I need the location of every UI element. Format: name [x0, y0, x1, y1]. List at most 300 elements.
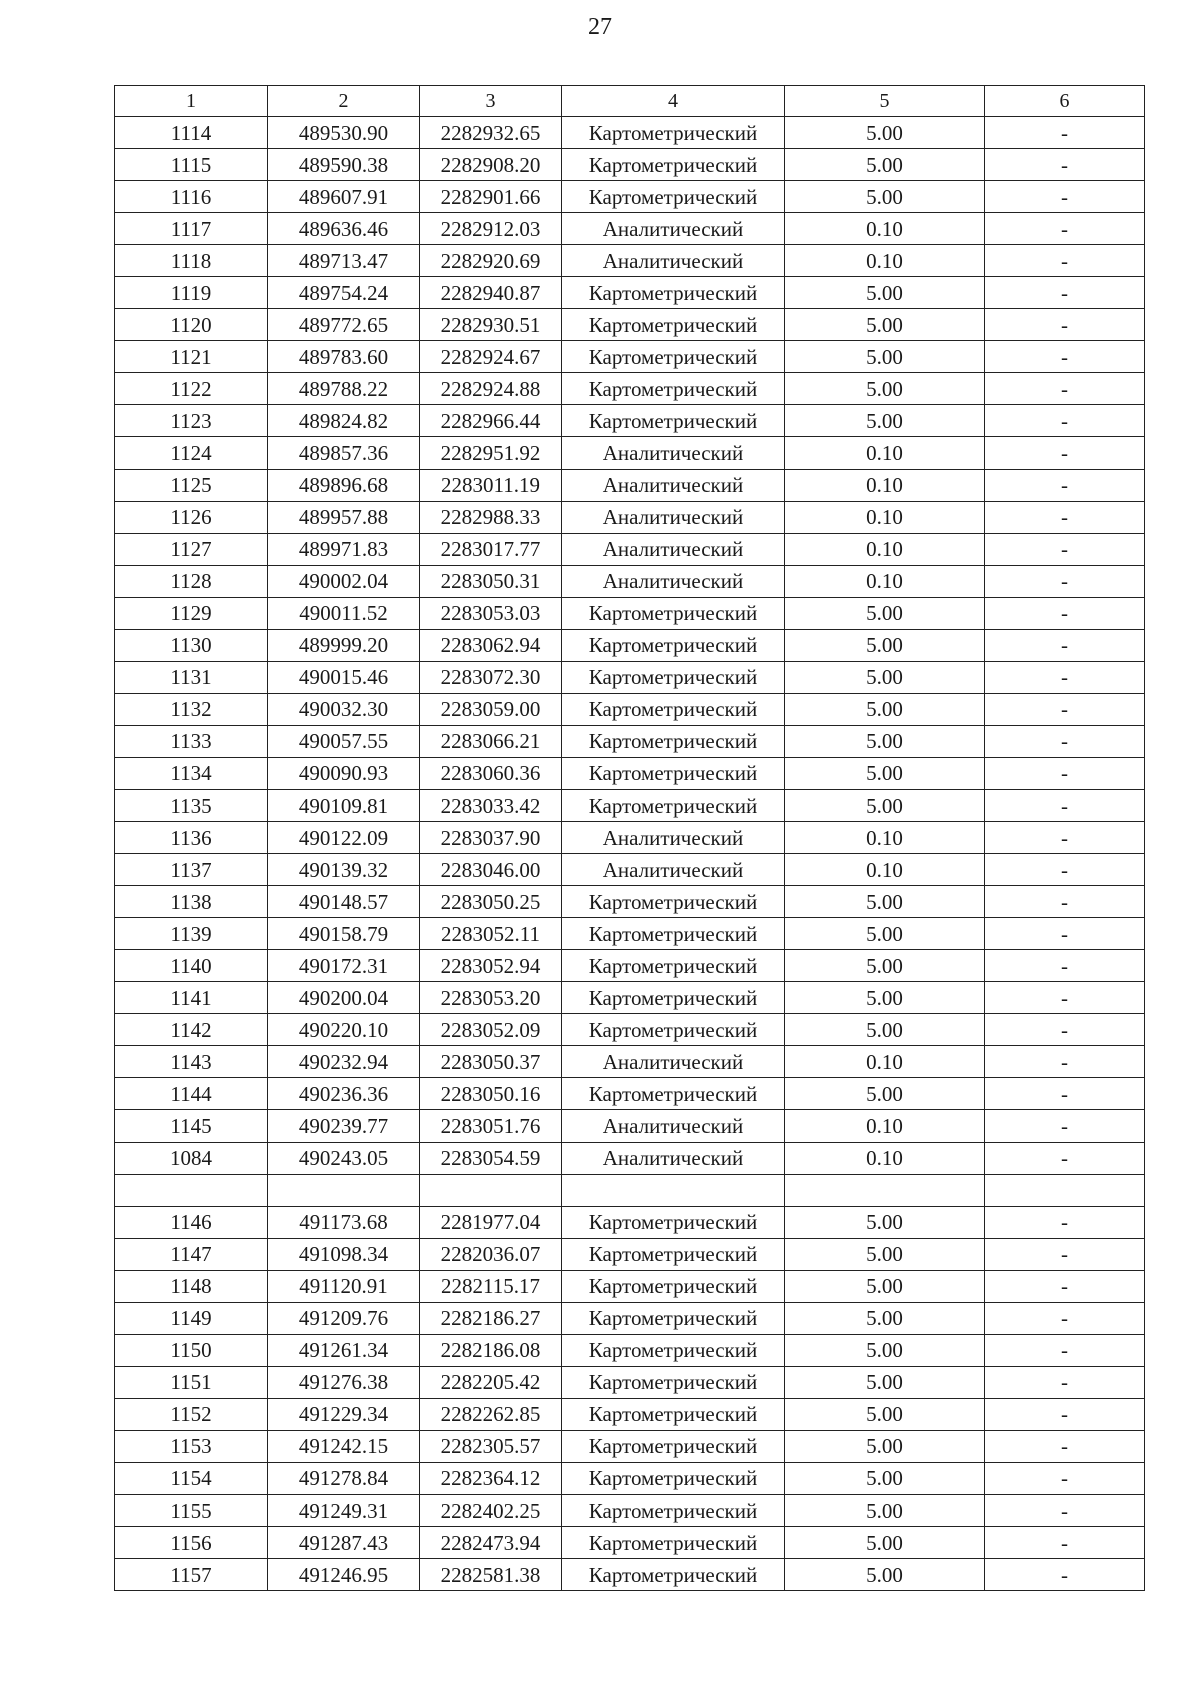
y-coordinate-cell: 2282988.33 — [420, 501, 562, 533]
x-coordinate-cell: 490148.57 — [268, 886, 420, 918]
method-cell: Картометрический — [562, 982, 785, 1014]
point-number-cell: 1152 — [115, 1398, 268, 1430]
accuracy-cell: 5.00 — [785, 1398, 985, 1430]
table-row — [115, 822, 1145, 854]
method-cell: Картометрический — [562, 1334, 785, 1366]
note-cell: - — [985, 757, 1145, 789]
x-coordinate-cell: 489636.46 — [268, 213, 420, 245]
accuracy-cell: 5.00 — [785, 725, 985, 757]
point-number-cell: 1148 — [115, 1270, 268, 1302]
point-number-cell: 1150 — [115, 1334, 268, 1366]
y-coordinate-cell: 2283046.00 — [420, 854, 562, 886]
table-row — [115, 1110, 1145, 1142]
accuracy-cell: 0.10 — [785, 213, 985, 245]
x-coordinate-cell: 490243.05 — [268, 1142, 420, 1174]
x-coordinate-cell: 490090.93 — [268, 757, 420, 789]
x-coordinate-cell: 489857.36 — [268, 437, 420, 469]
x-coordinate-cell: 490015.46 — [268, 661, 420, 693]
y-coordinate-cell: 2283011.19 — [420, 469, 562, 501]
method-cell: Картометрический — [562, 597, 785, 629]
note-cell: - — [985, 1014, 1145, 1046]
note-cell: - — [985, 725, 1145, 757]
x-coordinate-cell: 489713.47 — [268, 245, 420, 277]
table-row — [115, 597, 1145, 629]
y-coordinate-cell: 2283060.36 — [420, 757, 562, 789]
table-row — [115, 341, 1145, 373]
y-coordinate-cell: 2282205.42 — [420, 1366, 562, 1398]
accuracy-cell: 5.00 — [785, 1302, 985, 1334]
y-coordinate-cell: 2282912.03 — [420, 213, 562, 245]
method-cell: Картометрический — [562, 405, 785, 437]
table-row — [115, 1430, 1145, 1462]
table-row — [115, 918, 1145, 950]
table-row — [115, 501, 1145, 533]
note-cell: - — [985, 341, 1145, 373]
note-cell: - — [985, 533, 1145, 565]
table-row — [115, 886, 1145, 918]
note-cell: - — [985, 501, 1145, 533]
accuracy-cell: 5.00 — [785, 661, 985, 693]
accuracy-cell: 5.00 — [785, 629, 985, 661]
point-number-cell: 1126 — [115, 501, 268, 533]
accuracy-cell: 5.00 — [785, 149, 985, 181]
accuracy-cell: 5.00 — [785, 277, 985, 309]
accuracy-cell: 0.10 — [785, 822, 985, 854]
x-coordinate-cell: 490109.81 — [268, 789, 420, 821]
x-coordinate-cell: 490236.36 — [268, 1078, 420, 1110]
point-number-cell: 1135 — [115, 789, 268, 821]
y-coordinate-cell: 2282305.57 — [420, 1430, 562, 1462]
point-number-cell: 1119 — [115, 277, 268, 309]
point-number-cell: 1136 — [115, 822, 268, 854]
accuracy-cell: 5.00 — [785, 597, 985, 629]
accuracy-cell: 5.00 — [785, 1495, 985, 1527]
method-cell: Картометрический — [562, 373, 785, 405]
accuracy-cell: 5.00 — [785, 1078, 985, 1110]
note-cell: - — [985, 1527, 1145, 1559]
method-cell: Аналитический — [562, 469, 785, 501]
note-cell: - — [985, 245, 1145, 277]
method-cell: Аналитический — [562, 1046, 785, 1078]
note-cell: - — [985, 181, 1145, 213]
y-coordinate-cell: 2283052.09 — [420, 1014, 562, 1046]
accuracy-cell: 5.00 — [785, 789, 985, 821]
method-cell: Картометрический — [562, 1462, 785, 1494]
point-number-cell: 1123 — [115, 405, 268, 437]
method-cell: Картометрический — [562, 149, 785, 181]
method-cell: Аналитический — [562, 822, 785, 854]
y-coordinate-cell: 2282262.85 — [420, 1398, 562, 1430]
method-cell: Картометрический — [562, 950, 785, 982]
point-number-cell: 1140 — [115, 950, 268, 982]
y-coordinate-cell: 2281977.04 — [420, 1206, 562, 1238]
x-coordinate-cell: 490200.04 — [268, 982, 420, 1014]
method-cell: Картометрический — [562, 886, 785, 918]
table-row — [115, 1398, 1145, 1430]
table-row — [115, 1014, 1145, 1046]
point-number-cell: 1156 — [115, 1527, 268, 1559]
x-coordinate-cell: 490220.10 — [268, 1014, 420, 1046]
note-cell: - — [985, 213, 1145, 245]
method-cell — [562, 1174, 785, 1206]
y-coordinate-cell: 2283050.31 — [420, 565, 562, 597]
accuracy-cell: 0.10 — [785, 854, 985, 886]
y-coordinate-cell: 2283053.20 — [420, 982, 562, 1014]
note-cell: - — [985, 886, 1145, 918]
y-coordinate-cell: 2282940.87 — [420, 277, 562, 309]
x-coordinate-cell: 489971.83 — [268, 533, 420, 565]
method-cell: Картометрический — [562, 1559, 785, 1591]
method-cell: Картометрический — [562, 117, 785, 149]
point-number-cell: 1124 — [115, 437, 268, 469]
table-row — [115, 277, 1145, 309]
y-coordinate-cell: 2283017.77 — [420, 533, 562, 565]
x-coordinate-cell: 491261.34 — [268, 1334, 420, 1366]
point-number-cell: 1132 — [115, 693, 268, 725]
accuracy-cell: 5.00 — [785, 309, 985, 341]
y-coordinate-cell: 2283033.42 — [420, 789, 562, 821]
note-cell: - — [985, 1270, 1145, 1302]
method-cell: Картометрический — [562, 341, 785, 373]
x-coordinate-cell: 491242.15 — [268, 1430, 420, 1462]
note-cell: - — [985, 693, 1145, 725]
x-coordinate-cell: 491278.84 — [268, 1462, 420, 1494]
accuracy-cell: 0.10 — [785, 469, 985, 501]
note-cell: - — [985, 1398, 1145, 1430]
note-cell: - — [985, 117, 1145, 149]
point-number-cell: 1154 — [115, 1462, 268, 1494]
x-coordinate-cell: 489590.38 — [268, 149, 420, 181]
x-coordinate-cell: 491098.34 — [268, 1238, 420, 1270]
note-cell: - — [985, 1334, 1145, 1366]
table-row — [115, 245, 1145, 277]
point-number-cell: 1146 — [115, 1206, 268, 1238]
y-coordinate-cell: 2283062.94 — [420, 629, 562, 661]
point-number-cell: 1151 — [115, 1366, 268, 1398]
y-coordinate-cell: 2283052.94 — [420, 950, 562, 982]
y-coordinate-cell: 2283052.11 — [420, 918, 562, 950]
method-cell: Картометрический — [562, 661, 785, 693]
x-coordinate-cell: 489788.22 — [268, 373, 420, 405]
table-row — [115, 1270, 1145, 1302]
method-cell: Аналитический — [562, 501, 785, 533]
table-body — [115, 117, 1145, 1591]
note-cell: - — [985, 789, 1145, 821]
table-row — [115, 1174, 1145, 1206]
note-cell: - — [985, 661, 1145, 693]
y-coordinate-cell: 2283051.76 — [420, 1110, 562, 1142]
table-row — [115, 757, 1145, 789]
table-row — [115, 1527, 1145, 1559]
table-row — [115, 629, 1145, 661]
accuracy-cell: 5.00 — [785, 886, 985, 918]
x-coordinate-cell: 491276.38 — [268, 1366, 420, 1398]
y-coordinate-cell: 2282924.88 — [420, 373, 562, 405]
x-coordinate-cell: 491229.34 — [268, 1398, 420, 1430]
note-cell — [985, 1174, 1145, 1206]
point-number-cell: 1133 — [115, 725, 268, 757]
point-number-cell: 1143 — [115, 1046, 268, 1078]
x-coordinate-cell: 490139.32 — [268, 854, 420, 886]
point-number-cell: 1118 — [115, 245, 268, 277]
note-cell: - — [985, 1110, 1145, 1142]
x-coordinate-cell: 489607.91 — [268, 181, 420, 213]
x-coordinate-cell: 490002.04 — [268, 565, 420, 597]
point-number-cell: 1127 — [115, 533, 268, 565]
point-number-cell: 1153 — [115, 1430, 268, 1462]
point-number-cell: 1139 — [115, 918, 268, 950]
method-cell: Аналитический — [562, 245, 785, 277]
note-cell: - — [985, 1046, 1145, 1078]
table-row — [115, 1559, 1145, 1591]
x-coordinate-cell: 491120.91 — [268, 1270, 420, 1302]
accuracy-cell: 5.00 — [785, 1430, 985, 1462]
point-number-cell: 1125 — [115, 469, 268, 501]
method-cell: Картометрический — [562, 789, 785, 821]
x-coordinate-cell: 491209.76 — [268, 1302, 420, 1334]
y-coordinate-cell: 2283050.37 — [420, 1046, 562, 1078]
method-cell: Аналитический — [562, 213, 785, 245]
table-row — [115, 149, 1145, 181]
x-coordinate-cell: 490239.77 — [268, 1110, 420, 1142]
column-header: 3 — [420, 86, 562, 117]
method-cell: Аналитический — [562, 1110, 785, 1142]
method-cell: Картометрический — [562, 693, 785, 725]
accuracy-cell: 5.00 — [785, 1527, 985, 1559]
accuracy-cell: 5.00 — [785, 405, 985, 437]
column-header: 4 — [562, 86, 785, 117]
method-cell: Картометрический — [562, 309, 785, 341]
x-coordinate-cell: 491249.31 — [268, 1495, 420, 1527]
accuracy-cell: 0.10 — [785, 501, 985, 533]
x-coordinate-cell: 491246.95 — [268, 1559, 420, 1591]
x-coordinate-cell: 489530.90 — [268, 117, 420, 149]
note-cell: - — [985, 565, 1145, 597]
table-row — [115, 1142, 1145, 1174]
y-coordinate-cell: 2283054.59 — [420, 1142, 562, 1174]
note-cell: - — [985, 1142, 1145, 1174]
y-coordinate-cell: 2283059.00 — [420, 693, 562, 725]
y-coordinate-cell: 2283053.03 — [420, 597, 562, 629]
method-cell: Картометрический — [562, 1430, 785, 1462]
point-number-cell: 1149 — [115, 1302, 268, 1334]
accuracy-cell: 0.10 — [785, 565, 985, 597]
point-number-cell — [115, 1174, 268, 1206]
method-cell: Картометрический — [562, 181, 785, 213]
point-number-cell: 1137 — [115, 854, 268, 886]
y-coordinate-cell: 2282951.92 — [420, 437, 562, 469]
table-row — [115, 1462, 1145, 1494]
y-coordinate-cell: 2282920.69 — [420, 245, 562, 277]
table-row — [115, 565, 1145, 597]
note-cell: - — [985, 1430, 1145, 1462]
table-row — [115, 1302, 1145, 1334]
y-coordinate-cell: 2283050.25 — [420, 886, 562, 918]
point-number-cell: 1138 — [115, 886, 268, 918]
accuracy-cell: 5.00 — [785, 1014, 985, 1046]
accuracy-cell: 5.00 — [785, 918, 985, 950]
x-coordinate-cell: 490057.55 — [268, 725, 420, 757]
point-number-cell: 1141 — [115, 982, 268, 1014]
y-coordinate-cell: 2282364.12 — [420, 1462, 562, 1494]
point-number-cell: 1084 — [115, 1142, 268, 1174]
table-row — [115, 693, 1145, 725]
y-coordinate-cell: 2282402.25 — [420, 1495, 562, 1527]
x-coordinate-cell: 491287.43 — [268, 1527, 420, 1559]
table-row — [115, 1078, 1145, 1110]
point-number-cell: 1131 — [115, 661, 268, 693]
accuracy-cell: 5.00 — [785, 1366, 985, 1398]
table-row — [115, 1334, 1145, 1366]
point-number-cell: 1144 — [115, 1078, 268, 1110]
point-number-cell: 1130 — [115, 629, 268, 661]
point-number-cell: 1117 — [115, 213, 268, 245]
note-cell: - — [985, 1495, 1145, 1527]
point-number-cell: 1145 — [115, 1110, 268, 1142]
note-cell: - — [985, 405, 1145, 437]
point-number-cell: 1122 — [115, 373, 268, 405]
note-cell: - — [985, 1206, 1145, 1238]
note-cell: - — [985, 854, 1145, 886]
x-coordinate-cell: 490011.52 — [268, 597, 420, 629]
accuracy-cell: 5.00 — [785, 1238, 985, 1270]
y-coordinate-cell: 2282924.67 — [420, 341, 562, 373]
table-row — [115, 469, 1145, 501]
accuracy-cell — [785, 1174, 985, 1206]
column-header: 1 — [115, 86, 268, 117]
x-coordinate-cell: 490172.31 — [268, 950, 420, 982]
method-cell: Картометрический — [562, 725, 785, 757]
x-coordinate-cell: 489896.68 — [268, 469, 420, 501]
note-cell: - — [985, 1559, 1145, 1591]
table-row — [115, 181, 1145, 213]
method-cell: Картометрический — [562, 1238, 785, 1270]
method-cell: Картометрический — [562, 918, 785, 950]
method-cell: Аналитический — [562, 437, 785, 469]
note-cell: - — [985, 1238, 1145, 1270]
point-number-cell: 1128 — [115, 565, 268, 597]
point-number-cell: 1115 — [115, 149, 268, 181]
y-coordinate-cell: 2282115.17 — [420, 1270, 562, 1302]
point-number-cell: 1147 — [115, 1238, 268, 1270]
x-coordinate-cell — [268, 1174, 420, 1206]
method-cell: Картометрический — [562, 1398, 785, 1430]
point-number-cell: 1114 — [115, 117, 268, 149]
table-row — [115, 309, 1145, 341]
y-coordinate-cell: 2283066.21 — [420, 725, 562, 757]
accuracy-cell: 0.10 — [785, 1110, 985, 1142]
point-number-cell: 1157 — [115, 1559, 268, 1591]
y-coordinate-cell: 2282901.66 — [420, 181, 562, 213]
method-cell: Картометрический — [562, 1527, 785, 1559]
accuracy-cell: 5.00 — [785, 757, 985, 789]
table-row — [115, 117, 1145, 149]
column-header: 5 — [785, 86, 985, 117]
method-cell: Аналитический — [562, 1142, 785, 1174]
x-coordinate-cell: 489957.88 — [268, 501, 420, 533]
note-cell: - — [985, 1366, 1145, 1398]
method-cell: Картометрический — [562, 629, 785, 661]
y-coordinate-cell: 2282036.07 — [420, 1238, 562, 1270]
accuracy-cell: 5.00 — [785, 693, 985, 725]
table-row — [115, 982, 1145, 1014]
table-row — [115, 854, 1145, 886]
note-cell: - — [985, 629, 1145, 661]
table-row — [115, 661, 1145, 693]
note-cell: - — [985, 597, 1145, 629]
x-coordinate-cell: 489754.24 — [268, 277, 420, 309]
note-cell: - — [985, 149, 1145, 181]
note-cell: - — [985, 469, 1145, 501]
table-row — [115, 1206, 1145, 1238]
accuracy-cell: 5.00 — [785, 1559, 985, 1591]
column-header: 2 — [268, 86, 420, 117]
table-row — [115, 725, 1145, 757]
coordinates-table — [114, 85, 1145, 1591]
point-number-cell: 1120 — [115, 309, 268, 341]
accuracy-cell: 0.10 — [785, 1142, 985, 1174]
table-row — [115, 1238, 1145, 1270]
table-row — [115, 533, 1145, 565]
y-coordinate-cell: 2282186.27 — [420, 1302, 562, 1334]
y-coordinate-cell: 2283072.30 — [420, 661, 562, 693]
y-coordinate-cell: 2282932.65 — [420, 117, 562, 149]
table-row — [115, 789, 1145, 821]
note-cell: - — [985, 373, 1145, 405]
accuracy-cell: 0.10 — [785, 245, 985, 277]
x-coordinate-cell: 490032.30 — [268, 693, 420, 725]
accuracy-cell: 5.00 — [785, 982, 985, 1014]
y-coordinate-cell: 2282930.51 — [420, 309, 562, 341]
note-cell: - — [985, 982, 1145, 1014]
accuracy-cell: 0.10 — [785, 533, 985, 565]
method-cell: Картометрический — [562, 757, 785, 789]
table-row — [115, 1366, 1145, 1398]
accuracy-cell: 5.00 — [785, 950, 985, 982]
x-coordinate-cell: 490232.94 — [268, 1046, 420, 1078]
method-cell: Картометрический — [562, 1366, 785, 1398]
table-row — [115, 1046, 1145, 1078]
method-cell: Картометрический — [562, 1014, 785, 1046]
note-cell: - — [985, 950, 1145, 982]
x-coordinate-cell: 489999.20 — [268, 629, 420, 661]
y-coordinate-cell — [420, 1174, 562, 1206]
table-header — [115, 86, 1145, 117]
accuracy-cell: 5.00 — [785, 373, 985, 405]
x-coordinate-cell: 490122.09 — [268, 822, 420, 854]
y-coordinate-cell: 2282908.20 — [420, 149, 562, 181]
y-coordinate-cell: 2282581.38 — [420, 1559, 562, 1591]
accuracy-cell: 5.00 — [785, 117, 985, 149]
y-coordinate-cell: 2283050.16 — [420, 1078, 562, 1110]
accuracy-cell: 5.00 — [785, 1206, 985, 1238]
y-coordinate-cell: 2283037.90 — [420, 822, 562, 854]
x-coordinate-cell: 489824.82 — [268, 405, 420, 437]
method-cell: Картометрический — [562, 1206, 785, 1238]
point-number-cell: 1129 — [115, 597, 268, 629]
accuracy-cell: 5.00 — [785, 1270, 985, 1302]
y-coordinate-cell: 2282966.44 — [420, 405, 562, 437]
header-row — [115, 86, 1145, 117]
table-row — [115, 1495, 1145, 1527]
point-number-cell: 1121 — [115, 341, 268, 373]
accuracy-cell: 0.10 — [785, 1046, 985, 1078]
method-cell: Картометрический — [562, 1495, 785, 1527]
note-cell: - — [985, 1078, 1145, 1110]
point-number-cell: 1155 — [115, 1495, 268, 1527]
x-coordinate-cell: 491173.68 — [268, 1206, 420, 1238]
table-row — [115, 405, 1145, 437]
